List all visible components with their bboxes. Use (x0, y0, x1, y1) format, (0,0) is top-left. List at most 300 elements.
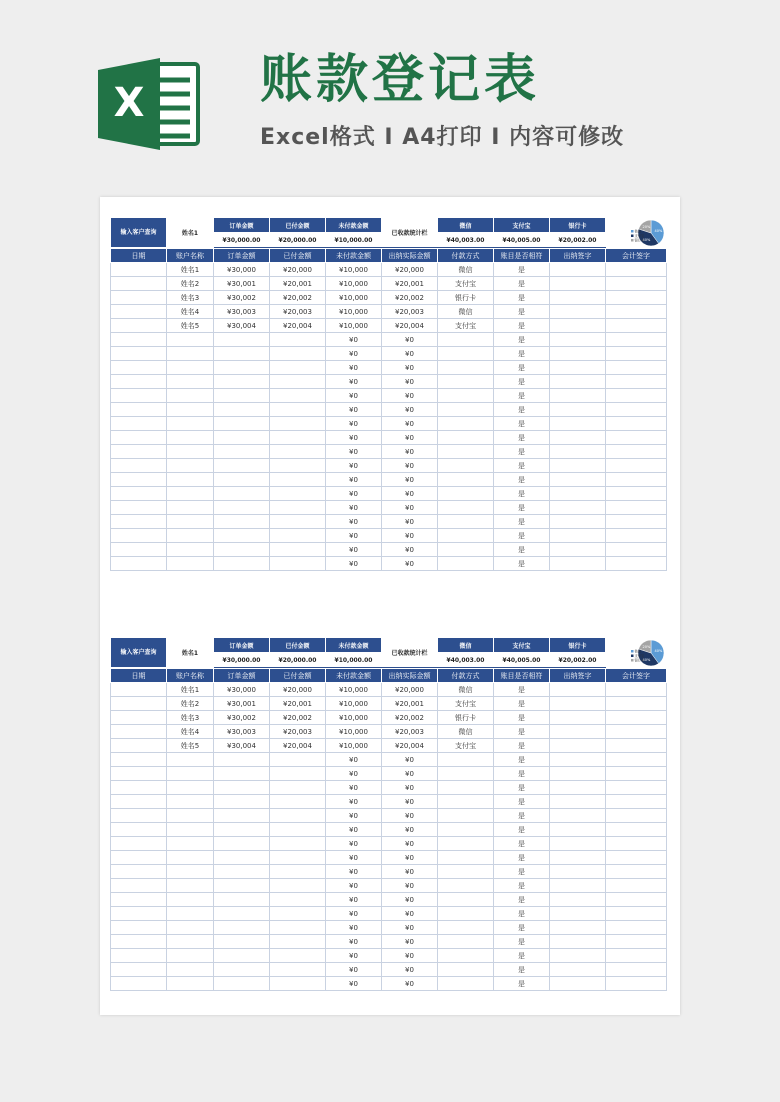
table-cell[interactable] (214, 851, 270, 865)
table-cell[interactable] (270, 795, 326, 809)
table-cell[interactable]: ¥0 (382, 543, 438, 557)
table-cell[interactable] (214, 389, 270, 403)
table-cell[interactable]: ¥0 (382, 865, 438, 879)
table-cell[interactable] (270, 767, 326, 781)
table-cell[interactable] (270, 557, 326, 571)
table-cell[interactable] (438, 767, 494, 781)
table-cell[interactable] (550, 977, 606, 991)
table-cell[interactable]: ¥0 (382, 473, 438, 487)
table-cell[interactable]: 是 (494, 305, 550, 319)
table-cell[interactable] (214, 823, 270, 837)
table-cell[interactable]: ¥0 (382, 879, 438, 893)
table-cell[interactable] (214, 403, 270, 417)
table-cell[interactable] (606, 711, 667, 725)
table-cell[interactable] (550, 333, 606, 347)
table-cell[interactable] (438, 781, 494, 795)
table-cell[interactable] (550, 515, 606, 529)
table-cell[interactable]: ¥0 (326, 921, 382, 935)
table-cell[interactable] (270, 949, 326, 963)
table-cell[interactable] (550, 473, 606, 487)
table-cell[interactable] (111, 963, 167, 977)
table-cell[interactable] (550, 823, 606, 837)
table-cell[interactable] (438, 473, 494, 487)
table-cell[interactable] (438, 935, 494, 949)
table-cell[interactable] (111, 865, 167, 879)
table-cell[interactable]: 支付宝 (438, 739, 494, 753)
table-cell[interactable]: 支付宝 (438, 697, 494, 711)
table-cell[interactable] (214, 515, 270, 529)
table-cell[interactable]: 是 (494, 781, 550, 795)
table-cell[interactable] (438, 893, 494, 907)
table-cell[interactable]: ¥0 (382, 403, 438, 417)
table-cell[interactable] (214, 837, 270, 851)
table-cell[interactable]: ¥0 (382, 501, 438, 515)
table-cell[interactable] (167, 767, 214, 781)
table-cell[interactable] (438, 795, 494, 809)
table-cell[interactable] (606, 809, 667, 823)
table-cell[interactable] (111, 781, 167, 795)
table-cell[interactable]: ¥0 (382, 767, 438, 781)
table-cell[interactable] (214, 333, 270, 347)
table-cell[interactable]: 微信 (438, 305, 494, 319)
table-cell[interactable]: ¥0 (326, 977, 382, 991)
table-cell[interactable]: ¥0 (326, 445, 382, 459)
table-cell[interactable] (606, 725, 667, 739)
table-cell[interactable] (606, 291, 667, 305)
table-cell[interactable]: 是 (494, 851, 550, 865)
table-cell[interactable]: ¥0 (326, 529, 382, 543)
table-cell[interactable] (111, 711, 167, 725)
table-cell[interactable] (550, 417, 606, 431)
table-cell[interactable] (438, 389, 494, 403)
table-cell[interactable] (606, 347, 667, 361)
table-cell[interactable] (550, 725, 606, 739)
table-cell[interactable]: ¥30,003 (214, 725, 270, 739)
table-cell[interactable] (167, 893, 214, 907)
table-cell[interactable] (550, 949, 606, 963)
table-cell[interactable]: ¥0 (382, 487, 438, 501)
table-cell[interactable] (550, 361, 606, 375)
table-cell[interactable] (550, 781, 606, 795)
table-cell[interactable]: ¥0 (326, 781, 382, 795)
table-cell[interactable] (270, 837, 326, 851)
table-cell[interactable]: 姓名5 (167, 319, 214, 333)
table-cell[interactable] (550, 459, 606, 473)
table-cell[interactable]: 银行卡 (438, 291, 494, 305)
table-cell[interactable]: 姓名4 (167, 725, 214, 739)
table-cell[interactable] (438, 977, 494, 991)
table-cell[interactable] (167, 879, 214, 893)
table-cell[interactable]: 微信 (438, 683, 494, 697)
table-cell[interactable] (270, 501, 326, 515)
table-cell[interactable] (111, 375, 167, 389)
table-cell[interactable]: ¥0 (326, 375, 382, 389)
table-cell[interactable] (550, 683, 606, 697)
table-cell[interactable]: ¥0 (382, 459, 438, 473)
table-cell[interactable]: ¥0 (382, 823, 438, 837)
table-cell[interactable] (167, 851, 214, 865)
table-cell[interactable]: 是 (494, 753, 550, 767)
table-cell[interactable] (270, 893, 326, 907)
table-cell[interactable]: 是 (494, 949, 550, 963)
table-cell[interactable] (214, 347, 270, 361)
table-cell[interactable] (606, 543, 667, 557)
table-cell[interactable]: ¥20,003 (270, 305, 326, 319)
table-cell[interactable]: ¥0 (382, 809, 438, 823)
table-cell[interactable]: ¥0 (326, 767, 382, 781)
table-cell[interactable] (270, 963, 326, 977)
table-cell[interactable] (438, 921, 494, 935)
table-cell[interactable] (270, 543, 326, 557)
table-cell[interactable] (111, 277, 167, 291)
table-cell[interactable]: ¥20,000 (382, 683, 438, 697)
table-cell[interactable]: ¥10,000 (326, 305, 382, 319)
table-cell[interactable]: ¥30,000 (214, 263, 270, 277)
table-cell[interactable] (214, 935, 270, 949)
table-cell[interactable] (550, 319, 606, 333)
table-cell[interactable]: 是 (494, 557, 550, 571)
table-cell[interactable]: 是 (494, 445, 550, 459)
table-cell[interactable] (438, 865, 494, 879)
table-cell[interactable]: ¥0 (326, 851, 382, 865)
table-cell[interactable]: ¥0 (382, 781, 438, 795)
table-cell[interactable] (214, 879, 270, 893)
table-cell[interactable]: ¥20,001 (382, 697, 438, 711)
table-cell[interactable] (550, 879, 606, 893)
table-cell[interactable]: ¥20,002 (382, 711, 438, 725)
table-cell[interactable] (167, 823, 214, 837)
table-cell[interactable] (438, 417, 494, 431)
table-cell[interactable] (214, 375, 270, 389)
table-cell[interactable]: 是 (494, 347, 550, 361)
table-cell[interactable] (214, 501, 270, 515)
table-cell[interactable] (214, 543, 270, 557)
table-cell[interactable] (438, 333, 494, 347)
table-cell[interactable] (270, 333, 326, 347)
table-cell[interactable]: 是 (494, 277, 550, 291)
table-cell[interactable] (270, 417, 326, 431)
table-cell[interactable] (438, 459, 494, 473)
table-cell[interactable] (270, 921, 326, 935)
table-cell[interactable]: ¥0 (326, 823, 382, 837)
table-cell[interactable] (550, 907, 606, 921)
table-cell[interactable] (550, 445, 606, 459)
table-cell[interactable]: 银行卡 (438, 711, 494, 725)
table-cell[interactable] (111, 767, 167, 781)
table-cell[interactable] (111, 557, 167, 571)
table-cell[interactable]: 是 (494, 361, 550, 375)
table-cell[interactable] (270, 865, 326, 879)
query-customer-button[interactable]: 输入客户查询 (111, 218, 167, 248)
table-cell[interactable] (111, 977, 167, 991)
table-cell[interactable] (606, 795, 667, 809)
table-cell[interactable]: 是 (494, 333, 550, 347)
table-cell[interactable] (167, 515, 214, 529)
table-cell[interactable]: 是 (494, 487, 550, 501)
table-cell[interactable]: 微信 (438, 725, 494, 739)
table-cell[interactable] (606, 501, 667, 515)
table-cell[interactable] (438, 403, 494, 417)
table-cell[interactable] (214, 907, 270, 921)
table-cell[interactable] (550, 543, 606, 557)
table-cell[interactable]: ¥0 (326, 935, 382, 949)
table-cell[interactable]: ¥10,000 (326, 739, 382, 753)
table-cell[interactable] (270, 823, 326, 837)
table-cell[interactable] (167, 445, 214, 459)
table-cell[interactable]: ¥0 (326, 487, 382, 501)
table-cell[interactable]: ¥0 (326, 893, 382, 907)
table-cell[interactable] (167, 403, 214, 417)
table-cell[interactable]: ¥0 (326, 389, 382, 403)
table-cell[interactable] (270, 977, 326, 991)
table-cell[interactable] (270, 473, 326, 487)
table-cell[interactable]: 是 (494, 893, 550, 907)
table-cell[interactable] (550, 277, 606, 291)
table-cell[interactable]: ¥20,003 (270, 725, 326, 739)
table-cell[interactable] (167, 557, 214, 571)
table-cell[interactable] (167, 389, 214, 403)
table-cell[interactable] (606, 403, 667, 417)
table-cell[interactable] (606, 333, 667, 347)
table-cell[interactable]: 姓名1 (167, 263, 214, 277)
table-cell[interactable] (606, 935, 667, 949)
table-cell[interactable] (438, 361, 494, 375)
table-cell[interactable]: 是 (494, 417, 550, 431)
table-cell[interactable]: ¥10,000 (326, 319, 382, 333)
table-cell[interactable]: ¥0 (326, 515, 382, 529)
table-cell[interactable] (606, 459, 667, 473)
table-cell[interactable]: 是 (494, 739, 550, 753)
table-cell[interactable]: ¥10,000 (326, 291, 382, 305)
table-cell[interactable]: ¥0 (382, 935, 438, 949)
table-cell[interactable]: ¥0 (382, 753, 438, 767)
table-cell[interactable] (438, 809, 494, 823)
table-cell[interactable] (214, 921, 270, 935)
table-cell[interactable] (111, 543, 167, 557)
table-cell[interactable] (167, 837, 214, 851)
table-cell[interactable]: 支付宝 (438, 319, 494, 333)
table-cell[interactable]: 是 (494, 879, 550, 893)
table-cell[interactable] (606, 781, 667, 795)
table-cell[interactable] (438, 529, 494, 543)
table-cell[interactable] (270, 459, 326, 473)
table-cell[interactable] (606, 487, 667, 501)
table-cell[interactable] (606, 879, 667, 893)
table-cell[interactable] (606, 921, 667, 935)
table-cell[interactable] (214, 963, 270, 977)
table-cell[interactable] (550, 501, 606, 515)
table-cell[interactable] (438, 753, 494, 767)
table-cell[interactable]: ¥0 (382, 837, 438, 851)
table-cell[interactable] (606, 697, 667, 711)
table-cell[interactable] (111, 319, 167, 333)
table-cell[interactable] (270, 375, 326, 389)
table-cell[interactable] (214, 557, 270, 571)
table-cell[interactable]: ¥0 (326, 347, 382, 361)
table-cell[interactable] (606, 361, 667, 375)
query-name-input[interactable]: 姓名1 (181, 650, 199, 657)
table-cell[interactable] (111, 403, 167, 417)
table-cell[interactable] (606, 963, 667, 977)
table-cell[interactable] (550, 809, 606, 823)
table-cell[interactable] (606, 431, 667, 445)
table-cell[interactable]: 是 (494, 907, 550, 921)
table-cell[interactable] (111, 417, 167, 431)
table-cell[interactable]: ¥10,000 (326, 263, 382, 277)
table-cell[interactable]: 姓名2 (167, 697, 214, 711)
table-cell[interactable] (550, 347, 606, 361)
table-cell[interactable] (438, 543, 494, 557)
table-cell[interactable]: ¥10,000 (326, 697, 382, 711)
table-cell[interactable] (167, 795, 214, 809)
table-cell[interactable]: ¥20,000 (382, 263, 438, 277)
table-cell[interactable] (270, 529, 326, 543)
table-cell[interactable]: ¥0 (382, 361, 438, 375)
table-cell[interactable] (167, 907, 214, 921)
table-cell[interactable] (550, 389, 606, 403)
table-cell[interactable] (438, 907, 494, 921)
table-cell[interactable] (111, 697, 167, 711)
table-cell[interactable] (214, 417, 270, 431)
table-cell[interactable] (111, 473, 167, 487)
table-cell[interactable] (550, 963, 606, 977)
table-cell[interactable]: ¥0 (326, 361, 382, 375)
table-cell[interactable]: ¥0 (382, 445, 438, 459)
table-cell[interactable] (167, 333, 214, 347)
table-cell[interactable]: ¥0 (382, 375, 438, 389)
table-cell[interactable] (606, 319, 667, 333)
table-cell[interactable] (167, 361, 214, 375)
table-cell[interactable] (550, 305, 606, 319)
table-cell[interactable]: ¥20,003 (382, 305, 438, 319)
table-cell[interactable]: ¥0 (326, 949, 382, 963)
table-cell[interactable] (550, 893, 606, 907)
table-cell[interactable]: 是 (494, 921, 550, 935)
table-cell[interactable] (167, 781, 214, 795)
table-cell[interactable] (270, 445, 326, 459)
table-cell[interactable] (111, 389, 167, 403)
table-cell[interactable]: 姓名4 (167, 305, 214, 319)
table-cell[interactable]: ¥0 (326, 403, 382, 417)
table-cell[interactable] (111, 879, 167, 893)
table-cell[interactable] (550, 487, 606, 501)
table-cell[interactable]: ¥20,004 (270, 739, 326, 753)
table-cell[interactable]: 是 (494, 403, 550, 417)
table-cell[interactable] (167, 543, 214, 557)
table-cell[interactable] (167, 347, 214, 361)
table-cell[interactable] (111, 333, 167, 347)
table-cell[interactable] (214, 781, 270, 795)
table-cell[interactable] (111, 263, 167, 277)
table-cell[interactable]: 是 (494, 837, 550, 851)
table-cell[interactable]: ¥20,004 (270, 319, 326, 333)
table-cell[interactable] (438, 557, 494, 571)
table-cell[interactable]: 是 (494, 459, 550, 473)
table-cell[interactable]: 是 (494, 683, 550, 697)
table-cell[interactable] (111, 753, 167, 767)
table-cell[interactable]: ¥0 (326, 837, 382, 851)
table-cell[interactable] (606, 417, 667, 431)
table-cell[interactable] (214, 753, 270, 767)
table-cell[interactable] (550, 403, 606, 417)
table-cell[interactable]: ¥20,004 (382, 319, 438, 333)
table-cell[interactable]: ¥30,004 (214, 319, 270, 333)
table-cell[interactable] (438, 515, 494, 529)
table-cell[interactable]: 姓名5 (167, 739, 214, 753)
table-cell[interactable] (606, 389, 667, 403)
table-cell[interactable]: ¥30,002 (214, 291, 270, 305)
table-cell[interactable] (270, 347, 326, 361)
table-cell[interactable] (270, 753, 326, 767)
table-cell[interactable] (214, 487, 270, 501)
table-cell[interactable] (167, 487, 214, 501)
table-cell[interactable]: ¥0 (326, 907, 382, 921)
table-cell[interactable]: 姓名3 (167, 291, 214, 305)
table-cell[interactable] (550, 263, 606, 277)
table-cell[interactable] (550, 711, 606, 725)
table-cell[interactable]: ¥0 (382, 907, 438, 921)
table-cell[interactable]: ¥0 (326, 417, 382, 431)
table-cell[interactable]: ¥0 (326, 473, 382, 487)
table-cell[interactable] (111, 361, 167, 375)
table-cell[interactable] (111, 837, 167, 851)
table-cell[interactable]: ¥0 (326, 809, 382, 823)
table-cell[interactable]: ¥0 (326, 795, 382, 809)
table-cell[interactable]: ¥0 (326, 865, 382, 879)
table-cell[interactable]: ¥30,001 (214, 277, 270, 291)
table-cell[interactable] (111, 739, 167, 753)
table-cell[interactable] (167, 459, 214, 473)
table-cell[interactable]: ¥10,000 (326, 711, 382, 725)
table-cell[interactable]: 是 (494, 263, 550, 277)
table-cell[interactable] (270, 809, 326, 823)
table-cell[interactable] (606, 851, 667, 865)
table-cell[interactable]: ¥20,001 (270, 277, 326, 291)
table-cell[interactable] (167, 949, 214, 963)
query-customer-button[interactable]: 输入客户查询 (111, 638, 167, 668)
table-cell[interactable]: ¥0 (382, 333, 438, 347)
table-cell[interactable]: ¥0 (326, 963, 382, 977)
table-cell[interactable] (550, 431, 606, 445)
table-cell[interactable]: 是 (494, 389, 550, 403)
table-cell[interactable]: ¥0 (382, 347, 438, 361)
table-cell[interactable] (550, 767, 606, 781)
table-cell[interactable] (606, 865, 667, 879)
table-cell[interactable] (111, 529, 167, 543)
table-cell[interactable] (606, 739, 667, 753)
table-cell[interactable]: ¥20,003 (382, 725, 438, 739)
table-cell[interactable] (438, 431, 494, 445)
table-cell[interactable] (550, 865, 606, 879)
table-cell[interactable] (167, 431, 214, 445)
table-cell[interactable] (606, 473, 667, 487)
table-cell[interactable]: ¥20,001 (270, 697, 326, 711)
table-cell[interactable]: ¥30,003 (214, 305, 270, 319)
table-cell[interactable] (550, 837, 606, 851)
table-cell[interactable] (550, 375, 606, 389)
table-cell[interactable] (438, 837, 494, 851)
table-cell[interactable] (214, 809, 270, 823)
table-cell[interactable] (167, 473, 214, 487)
table-cell[interactable] (214, 949, 270, 963)
table-cell[interactable] (111, 459, 167, 473)
table-cell[interactable] (550, 851, 606, 865)
table-cell[interactable]: ¥0 (382, 851, 438, 865)
table-cell[interactable] (606, 305, 667, 319)
table-cell[interactable]: ¥0 (326, 543, 382, 557)
table-cell[interactable] (438, 879, 494, 893)
table-cell[interactable] (167, 935, 214, 949)
